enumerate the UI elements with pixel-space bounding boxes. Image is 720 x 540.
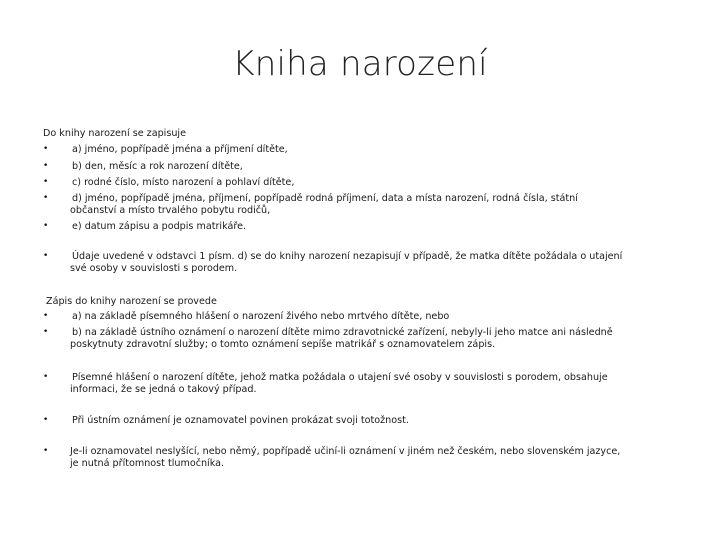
list-item-continuation: poskytnuty zdravotní služby; o tomto oznámení sepíše matrikář s oznamovatelem zápis. xyxy=(70,339,496,350)
bullet-icon: • xyxy=(43,311,49,321)
intro-text: Do knihy narození se zapisuje xyxy=(43,128,186,139)
bullet-icon: • xyxy=(43,221,49,231)
note-text-continuation: je nutná přítomnost tlumočníka. xyxy=(70,458,225,469)
bullet-icon: • xyxy=(43,193,49,203)
list-item: c) rodné číslo, místo narození a pohlaví dítěte, xyxy=(72,177,295,188)
bullet-icon: • xyxy=(43,327,49,337)
bullet-icon: • xyxy=(43,372,49,382)
list-item: e) datum zápisu a podpis matrikáře. xyxy=(72,221,247,232)
bullet-icon: • xyxy=(43,161,49,171)
list-item: d) jméno, popřípadě jména, příjmení, popřípadě rodná příjmení, data a místa narození, rodná čísla, státní xyxy=(72,193,578,204)
intro-text-2: Zápis do knihy narození se provede xyxy=(46,296,217,307)
note-text: Písemné hlášení o narození dítěte, jehož matka požádala o utajení své osoby v souvislosti s porodem, obsahuje xyxy=(72,372,608,383)
list-item: a) na základě písemného hlášení o narození živého nebo mrtvého dítěte, nebo xyxy=(72,311,450,322)
slide-title: Kniha narození xyxy=(232,44,488,84)
list-item: b) na základě ústního oznámení o narození dítěte mimo zdravotnické zařízení, nebyly-li jeho matce ani následně xyxy=(72,327,613,338)
bullet-icon: • xyxy=(43,251,49,261)
bullet-icon: • xyxy=(43,177,49,187)
list-item: a) jméno, popřípadě jména a příjmení dítěte, xyxy=(72,144,288,155)
bullet-icon: • xyxy=(43,415,49,425)
note-text-continuation: své osoby v souvislosti s porodem. xyxy=(70,263,238,274)
bullet-icon: • xyxy=(43,446,49,456)
bullet-icon: • xyxy=(43,144,49,154)
list-item-continuation: občanství a místo trvalého pobytu rodičů, xyxy=(70,205,271,216)
note-text: Při ústním oznámení je oznamovatel povinen prokázat svoji totožnost. xyxy=(72,415,409,426)
note-text: Je-li oznamovatel neslyšící, nebo němý, popřípadě učiní-li oznámení v jiném než českém, nebo slovenském jazyce, xyxy=(70,446,621,457)
note-text: Údaje uvedené v odstavci 1 písm. d) se do knihy narození nezapisují v případě, že matka dítěte požádala o utajení xyxy=(72,251,623,262)
list-item: b) den, měsíc a rok narození dítěte, xyxy=(72,161,243,172)
note-text-continuation: informaci, že se jedná o takový případ. xyxy=(70,384,257,395)
